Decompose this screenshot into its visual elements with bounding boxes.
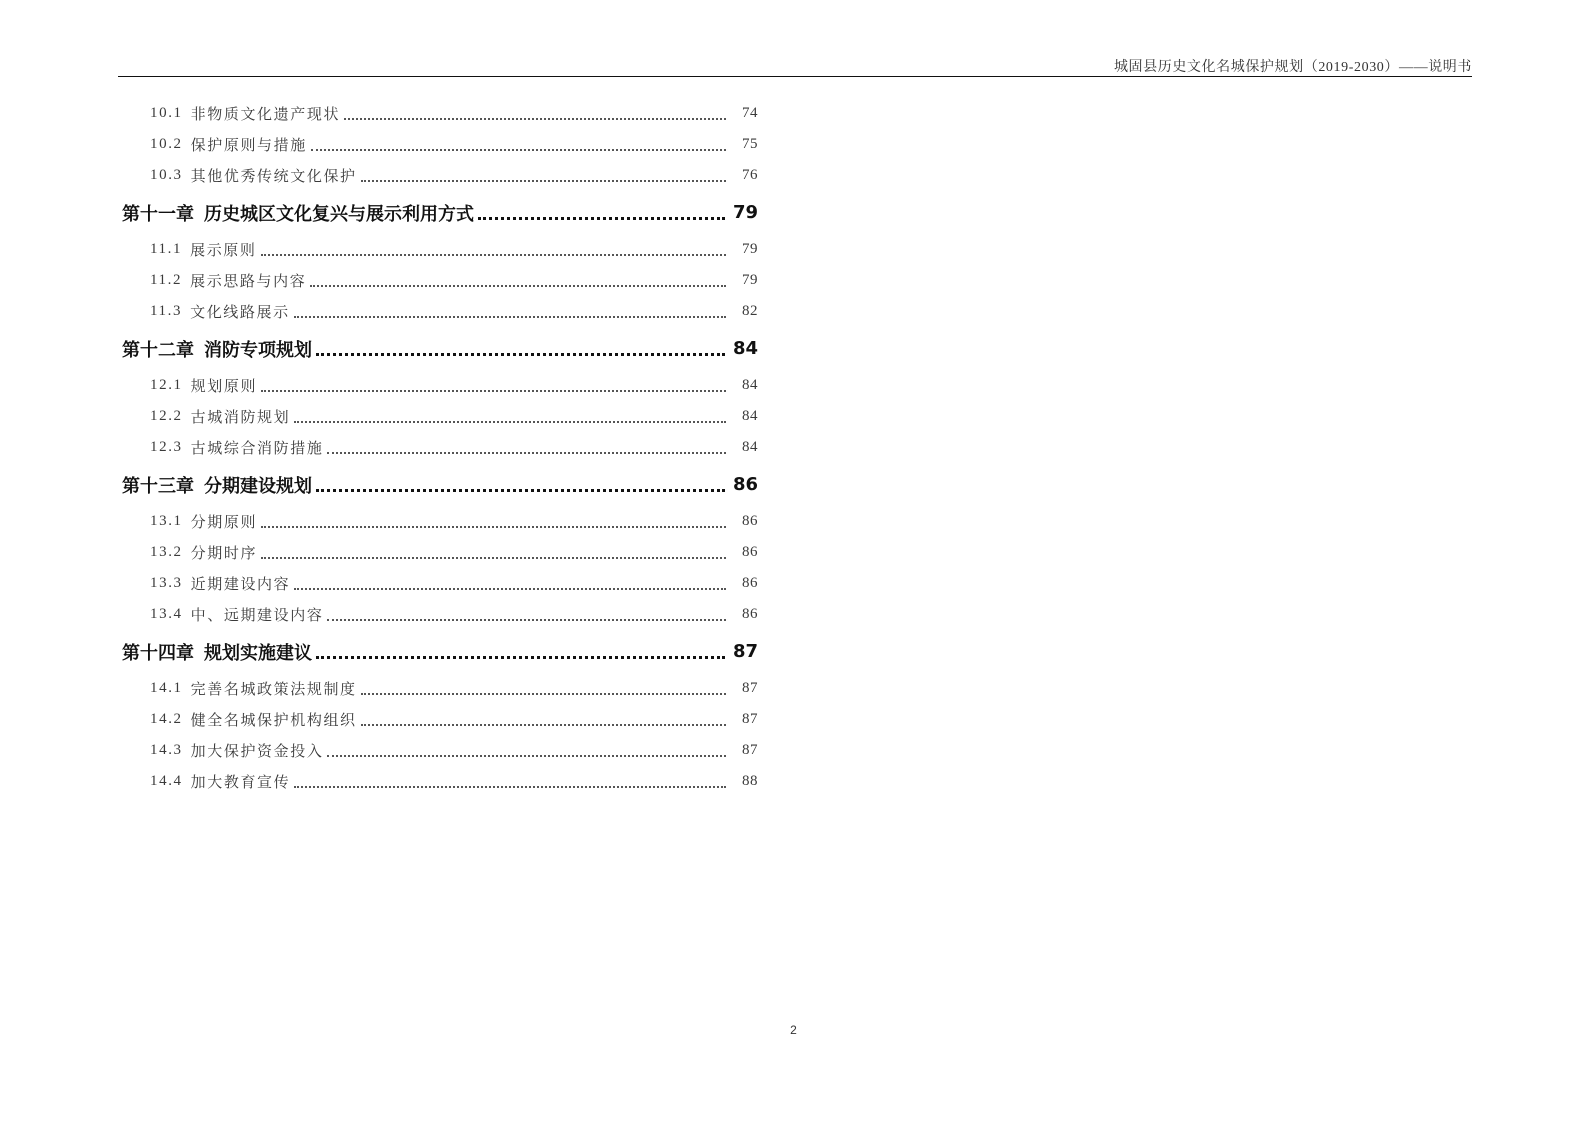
- section-page-number: 79: [742, 241, 758, 257]
- section-number: 12.2: [150, 408, 183, 424]
- section-title: 分期原则: [190, 515, 258, 531]
- section-page-number: 88: [742, 773, 758, 789]
- section-title: 规划原则: [190, 379, 258, 395]
- section-number: 13.2: [150, 544, 183, 560]
- toc-section-entry[interactable]: [122, 370, 758, 401]
- chapter-title: 规划实施建议: [204, 642, 312, 664]
- section-title: 完善名城政策法规制度: [190, 682, 357, 698]
- section-title: 加大保护资金投入: [190, 744, 324, 760]
- section-page-number: 74: [742, 105, 758, 121]
- section-number: 13.3: [150, 575, 183, 591]
- toc-section-entry[interactable]: [122, 599, 758, 630]
- section-page-number: 84: [742, 408, 758, 424]
- chapter-number: 第十四章: [122, 642, 194, 664]
- section-title: 近期建设内容: [190, 577, 291, 593]
- section-page-number: 76: [742, 167, 758, 183]
- toc-chapter-entry[interactable]: [122, 327, 758, 370]
- page-number: 2: [790, 1023, 797, 1037]
- dot-leader: [316, 489, 725, 492]
- dot-leader: [344, 118, 726, 120]
- section-number: 14.1: [150, 680, 183, 696]
- section-page-number: 75: [742, 136, 758, 152]
- section-number: 14.2: [150, 711, 183, 727]
- dot-leader: [294, 421, 726, 423]
- section-page-number: 87: [742, 742, 758, 758]
- dot-leader: [294, 316, 726, 318]
- section-number: 14.3: [150, 742, 183, 758]
- section-page-number: 82: [742, 303, 758, 319]
- dot-leader: [261, 526, 726, 528]
- section-page-number: 87: [742, 680, 758, 696]
- dot-leader: [327, 452, 726, 454]
- toc-section-entry[interactable]: [122, 98, 758, 129]
- toc-section-entry[interactable]: [122, 735, 758, 766]
- section-title: 健全名城保护机构组织: [190, 713, 357, 729]
- section-number: 13.1: [150, 513, 183, 529]
- table-of-contents: [122, 98, 758, 797]
- section-title: 古城综合消防措施: [190, 441, 324, 457]
- chapter-title: 消防专项规划: [204, 339, 312, 361]
- section-number: 11.3: [150, 303, 183, 319]
- toc-chapter-entry[interactable]: [122, 630, 758, 673]
- dot-leader: [478, 217, 725, 220]
- section-page-number: 86: [742, 575, 758, 591]
- section-title: 中、远期建设内容: [190, 608, 324, 624]
- toc-section-entry[interactable]: [122, 234, 758, 265]
- dot-leader: [316, 353, 725, 356]
- toc-section-entry[interactable]: [122, 673, 758, 704]
- chapter-number: 第十一章: [122, 203, 194, 225]
- section-page-number: 84: [742, 439, 758, 455]
- toc-section-entry[interactable]: [122, 506, 758, 537]
- section-title: 展示思路与内容: [190, 274, 307, 290]
- section-title: 分期时序: [190, 546, 258, 562]
- section-page-number: 79: [742, 272, 758, 288]
- section-title: 保护原则与措施: [190, 138, 307, 154]
- dot-leader: [361, 180, 726, 182]
- toc-section-entry[interactable]: [122, 296, 758, 327]
- section-page-number: 87: [742, 711, 758, 727]
- chapter-title: 历史城区文化复兴与展示利用方式: [204, 203, 474, 225]
- toc-chapter-entry[interactable]: [122, 191, 758, 234]
- section-title: 加大教育宣传: [190, 775, 291, 791]
- section-title: 其他优秀传统文化保护: [190, 169, 357, 185]
- section-title: 古城消防规划: [190, 410, 291, 426]
- chapter-title: 分期建设规划: [204, 475, 312, 497]
- section-title: 文化线路展示: [190, 305, 290, 321]
- toc-section-entry[interactable]: [122, 432, 758, 463]
- toc-section-entry[interactable]: [122, 537, 758, 568]
- document-header-title: 城固县历史文化名城保护规划（2019-2030）——说明书: [1113, 60, 1472, 75]
- section-page-number: 86: [742, 544, 758, 560]
- toc-section-entry[interactable]: [122, 160, 758, 191]
- chapter-page-number: 84: [732, 338, 758, 359]
- section-page-number: 86: [742, 606, 758, 622]
- section-number: 11.1: [150, 241, 183, 257]
- dot-leader: [327, 755, 726, 757]
- toc-section-entry[interactable]: [122, 265, 758, 296]
- header-divider: [118, 76, 1472, 77]
- section-number: 11.2: [150, 272, 183, 288]
- section-number: 14.4: [150, 773, 183, 789]
- dot-leader: [294, 588, 726, 590]
- section-number: 10.1: [150, 105, 183, 121]
- section-title: 展示原则: [190, 243, 257, 259]
- section-title: 非物质文化遗产现状: [190, 107, 341, 123]
- section-page-number: 86: [742, 513, 758, 529]
- toc-chapter-entry[interactable]: [122, 463, 758, 506]
- chapter-number: 第十二章: [122, 339, 194, 361]
- dot-leader: [316, 656, 725, 659]
- section-number: 12.3: [150, 439, 183, 455]
- toc-section-entry[interactable]: [122, 704, 758, 735]
- toc-section-entry[interactable]: [122, 129, 758, 160]
- chapter-number: 第十三章: [122, 475, 194, 497]
- dot-leader: [294, 786, 726, 788]
- chapter-page-number: 79: [732, 202, 758, 223]
- dot-leader: [327, 619, 726, 621]
- dot-leader: [311, 149, 726, 151]
- dot-leader: [261, 557, 726, 559]
- dot-leader: [261, 254, 727, 256]
- dot-leader: [261, 390, 726, 392]
- chapter-page-number: 87: [732, 641, 758, 662]
- dot-leader: [310, 285, 726, 287]
- dot-leader: [361, 724, 726, 726]
- toc-section-entry[interactable]: [122, 766, 758, 797]
- section-number: 12.1: [150, 377, 183, 393]
- toc-section-entry[interactable]: [122, 568, 758, 599]
- chapter-page-number: 86: [732, 474, 758, 495]
- dot-leader: [361, 693, 726, 695]
- section-page-number: 84: [742, 377, 758, 393]
- section-number: 10.3: [150, 167, 183, 183]
- section-number: 10.2: [150, 136, 183, 152]
- toc-section-entry[interactable]: [122, 401, 758, 432]
- section-number: 13.4: [150, 606, 183, 622]
